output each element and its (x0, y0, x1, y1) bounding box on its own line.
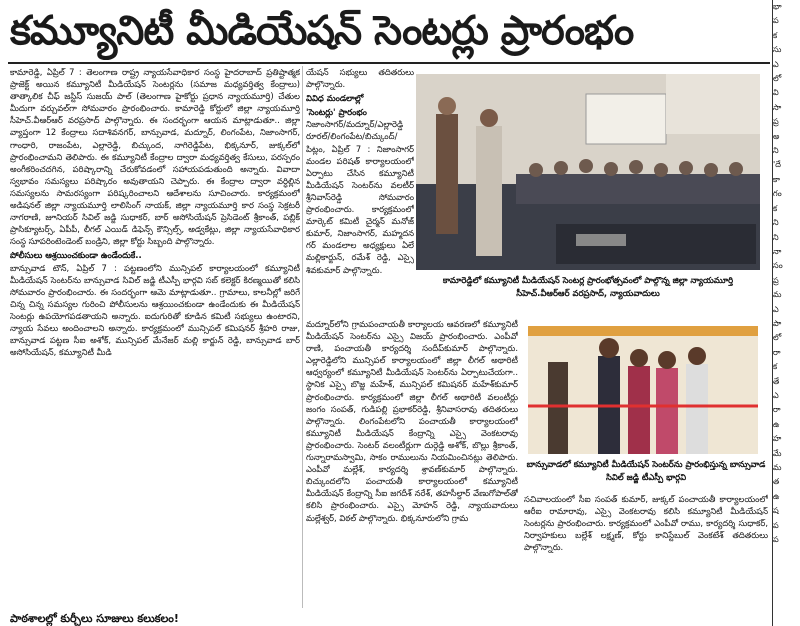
photo-illustration (416, 74, 760, 270)
strip-fragment: క (773, 362, 778, 372)
article-paragraph: నిజాంసాగర్/మద్నూర్/ఎల్లారెడ్డి రూరల్/లింగంపేట/బిచ్కుంద్/ పిట్లం, ఏప్రిల్ 7 : నిజాంసాగర్ మండల పరిషత్ కార్యాలయంలో ఏర్పాటు చేసిన కమ్యూనిటీ మీడియేషన్ సెంటర్‌ను వలటీర్ శ్రీనివాస్‌రెడ్డి సోమవారం ప్రారంభించారు. కార్యక్రమంలో మార్కెట్ కమిటీ చైర్మన్ మనోజ్ కుమార్, నిజాంసాగర్, మహ్మదన గర్ మండలాల అధ్యక్షులు ఏలే మల్లికార్జున్, రమేశ్ రెడ్డి, ఎస్సై శివకుమార్ పాల్గొన్నారు. (306, 119, 414, 275)
column-divider (302, 66, 303, 608)
strip-fragment: మ (773, 290, 782, 300)
article-paragraph: మద్నూర్‌లోని గ్రామపంచాయతీ కార్యాలయ ఆవరణలో కమ్యూనిటీ మీడియేషన్ సెంటర్‌ను ఎస్సై విజయ్ ప్రారంభించారు. ఎంపీవో రాణి, పంచాయతీ కార్యదర్శి సందీప్‌కుమార్ పాల్గొన్నారు. ఎల్లారెడ్డిలోని మున్సిపల్ కార్యాలయంలో జిల్లా లీగల్ అథారిటీ ఆధ్వర్యంలో కమ్యూనిటీ మీడియేషన్ సెంటర్‌ను ఏర్పాటుచేయగా.. స్థానిక ఎస్సై బొజ్జ మహేశ్, మున్సిపల్ కమిషనర్ మహేశ్‌కుమార్ ప్రారంభించారు. కార్యక్రమంలో జిల్లా లీగల్ అథారిటీ వలంటీర్లు జంగం సంపత్, గుడిపల్లి ప్రభాకర్‌రెడ్డి, శ్రీనివాసరావు తదితరులు పాల్గొన్నారు. లింగంపేటలోని పంచాయతీ కార్యాలయంలో కమ్యూనిటీ మీడియేషన్ కేంద్రాన్ని ఎస్సై వెంకటరావు ప్రారంభించారు. సెంటర్ వలంటీర్లుగా దుర్గెడ్డి అశోక్, బొల్లు శ్రీకాంత్, గున్నారామస్వామి, సాకం రాములును నియమించినట్లు తెలిపారు. ఎంపీవో మల్లేశ్, కార్యదర్శి శ్రావణ్‌కుమార్ పాల్గొన్నారు. బిచ్కుందలోని పంచాయతీ కార్యాలయంలో కమ్యూనిటీ మీడియేషన్ కేంద్రాన్ని సీఐ జగదీశ్ నరేశ్, తహసీల్దార్ వేణుగోపాల్‌తో కలిసి ప్రారంభించారు. ఎస్సై మోహన్ రెడ్డి, న్యాయవాదులు మల్లేశ్వర్, విఠల్ పాల్గొన్నారు. భిక్కనూరులోని గ్రామ (306, 319, 518, 523)
adjacent-article-strip (772, 0, 800, 626)
strip-fragment: ఎ (773, 59, 779, 69)
strip-fragment: త (773, 477, 780, 487)
strip-fragment: క (773, 203, 778, 213)
sub-heading: 'సెంటర్లు' ప్రారంభం (306, 107, 367, 118)
sub-heading: పోలీసులు ఆశ్రయించకుండా ఉండేందుకే.. (10, 250, 142, 261)
title-rule (8, 62, 770, 64)
strip-fragment: ఉ (773, 491, 780, 501)
strip-fragment: అ (773, 131, 780, 141)
strip-fragment: నా (773, 246, 782, 256)
court-event-photo (416, 74, 760, 270)
strip-fragment: తే (773, 376, 780, 386)
strip-fragment: ప (773, 16, 779, 26)
photo-illustration (528, 326, 758, 454)
next-headline: పాఠశాలల్లో కుర్చీలు సూజులు కలుకలం! (10, 612, 179, 625)
strip-fragment: సం (773, 261, 783, 271)
strip-fragment: లో (773, 333, 782, 343)
strip-fragment: సా (773, 102, 782, 112)
strip-fragment: ఎ (773, 304, 779, 314)
photo-caption: బాన్సువాడలో కమ్యూనిటీ మీడియేషన్ సెంటర్‌ను ప్రారంభిస్తున్న బాన్సువాడ సివిల్ జడ్జి టీఎస్పీ భార్గవి (526, 459, 766, 482)
strip-fragment: ఉ (773, 419, 780, 429)
article-paragraph: సచివాలయంలో సీఐ సంపత్ కుమార్, జుక్కల్ పంచాయతీ కార్యాలయంలో ఆరీఐ రామారావు, ఎస్సై వెంకటరావు కలిసి కమ్యూనిటీ మీడియేషన్ సెంటర్లను ప్రారంభించారు. కార్యక్రమంలో ఎంపీవో రాము, కార్యదర్శి సుధాకర్, నిర్వాహకులు బల్లేశ్‌ లక్ష్మణ్, కోర్టు కానిస్టేబుల్ వెంకటేశ్ తదితరులు పాల్గొన్నారు. (524, 494, 768, 553)
article-paragraph: బాన్సువాడ టౌన్, ఏప్రిల్ 7 : పట్టణంలోని మున్సిపల్ కార్యాలయంలో కమ్యూనిటీ మీడియేషన్ సెంటర్‌ను బాన్సువాడ సివిల్ జడ్జి టీఎస్పీ భార్గవి సబ్ కలెక్టర్ కిరణ్మయితో కలిసి సోమవారం ప్రారంభించారు. ఈ సందర్భంగా ఆమె మాట్లాడుతూ.. గ్రామాలు, కాలనీల్లో జరిగే చిన్న చిన్న సమస్యల గురించి పోలీసులను ఆశ్రయించకుండా ఉండేందుకు ఈ మీడియేషన్ సెంటర్లు ఉపయోగపడతాయని అన్నారు. ఐదుగురితో కూడిన కమిటీ సభ్యులు ఉంటారని, న్యాయ సేవలు అందించాలని అన్నారు. కార్యక్రమంలో మున్సిపల్ కమిషనర్ శ్రీహరి రాజు, బాన్సువాడ పట్టణ సీఐ అశోక్, మున్సిపల్ మేనేజర్ మల్లి కార్జున్ రెడ్డి, బాన్సువాడ బార్ అసోసియేషన్, కమ్యూనిటీ మీడి (10, 262, 300, 358)
article-paragraph: యేషన్ సభ్యులు తదితరులు పాల్గొన్నారు. (306, 67, 414, 90)
photo-caption: కామారెడ్డిలో కమ్యూనిటీ మీడియేషన్ సెంటర్ల ప్రారంభోత్సవంలో పాల్గొన్న జిల్లా న్యాయమూర్తి సీహెచ్.వీఆర్ఆర్ వరప్రసాద్, న్యాయవాదులు (442, 275, 734, 298)
strip-fragment: రా (773, 347, 781, 357)
strip-fragment: వి (773, 88, 779, 98)
strip-fragment: ని (773, 146, 779, 156)
strip-fragment: భా (773, 2, 782, 11)
strip-fragment: ఎ (773, 390, 779, 400)
strip-fragment: ప్ర (773, 117, 779, 127)
strip-fragment: కా (773, 174, 780, 184)
strip-fragment: ష (773, 506, 779, 516)
ribbon-cutting-photo (528, 326, 758, 454)
article-column-1 (10, 66, 300, 606)
strip-fragment: ప (773, 520, 779, 530)
strip-fragment: రా (773, 405, 781, 415)
strip-fragment: ప (773, 535, 779, 545)
strip-fragment: ప్ర (773, 275, 779, 285)
article-column-2-continued (306, 318, 518, 608)
strip-fragment: హ (773, 434, 782, 444)
strip-fragment: 'దే (773, 160, 781, 170)
strip-fragment: మ (773, 463, 782, 472)
strip-fragment: పా (773, 318, 782, 328)
strip-fragment: మే (773, 448, 782, 458)
sub-heading: వివిధ మండలాల్లో (306, 93, 364, 104)
strip-fragment: గం (773, 189, 782, 199)
page-title: కమ్యూనిటీ మీడియేషన్ సెంటర్లు ప్రారంభం (10, 8, 634, 54)
strip-fragment: ని (773, 232, 779, 242)
strip-fragment: లో (773, 74, 782, 84)
article-paragraph: కామారెడ్డి, ఏప్రిల్ 7 : తెలంగాణ రాష్ట్ర న్యాయసేవాధికార సంస్థ హైదరాబాద్ ప్రతిష్టాత్మక ప్రాజెక్ట్ అయిన కమ్యూనిటీ మీడియేషన్ సెంటర్లను (సమాజ మధ్యవర్తిత్వ కేంద్రాలు) తాత్కాలిక చీఫ్ జస్టిస్ సుజయ్ పాల్ (తెలంగాణ హైకోర్టు ప్రధాన న్యాయమూర్తి) చేతుల మీదుగా వర్చువల్‌గా సోమవారం ప్రారంభించారు. కామారెడ్డి కోర్టులో జిల్లా న్యాయమూర్తి సీహెచ్.వీఆర్ఆర్ వరప్రసాద్ పాల్గొన్నారు. ఈ సందర్భంగా ఆయన మాట్లాడుతూ.. జిల్లా వ్యాప్తంగా 12 కేంద్రాలు సదాశివనగర్, బాన్సువాడ, మద్నూర్, లింగంపేట, నిజాంసాగర్, గాంధారి, రాజంపేట, ఎల్లారెడ్డి, బిచ్కుంద, నాగిరెడ్డిపేట, భిక్కనూర్, జుక్కల్‌లో ప్రారంభించామని తెలిపారు. ఈ కమ్యూనిటీ కేంద్రాల ద్వారా మధ్యవర్తిత్వ కేసులు, పరస్పరం అంగీకరించదగిన, పరిష్కారాన్ని చేరుకోవడంలో సహాయపడుతుంది అన్నారు. వివాదా స్వభావం సమస్యలు పరిష్కారం అవుతాయని చెప్పారు. ఈ కేంద్రాల ద్వారా వర్ధిల్లిన సమస్యలను సామరస్యంగా పరిష్కరించాలని ఆదేశాలను సూచించారు. కార్యక్రమంలో అడిషనల్ జిల్లా న్యాయమూర్తి లాలిసింగ్ నాయక్, జిల్లా న్యాయమూర్తి కార సంస్థ సెక్రటరీ నాగరాణి, జూనియర్ సివిల్ జడ్జి సుధాకర్, బార్ అసోసియేషన్ ప్రెసిడెంట్ శ్రీకాంత్, పబ్లిక్ ప్రాసిక్యూటర్స్, ఏపీపీ, లీగల్ ఎయిడ్ డిఫెన్స్ కౌన్సిల్స్, అడ్వకేట్లు, జిల్లా న్యాయసేవాధికార సంస్థ సూపరింటెండెంట్ బండ్రిని, జిల్లా కోర్టు సిబ్బంది పాల్గొన్నారు. (10, 67, 300, 247)
strip-fragment: సు (773, 45, 782, 55)
strip-fragment: క (773, 30, 778, 40)
article-column-3 (524, 493, 768, 609)
strip-fragment: ని (773, 218, 779, 228)
